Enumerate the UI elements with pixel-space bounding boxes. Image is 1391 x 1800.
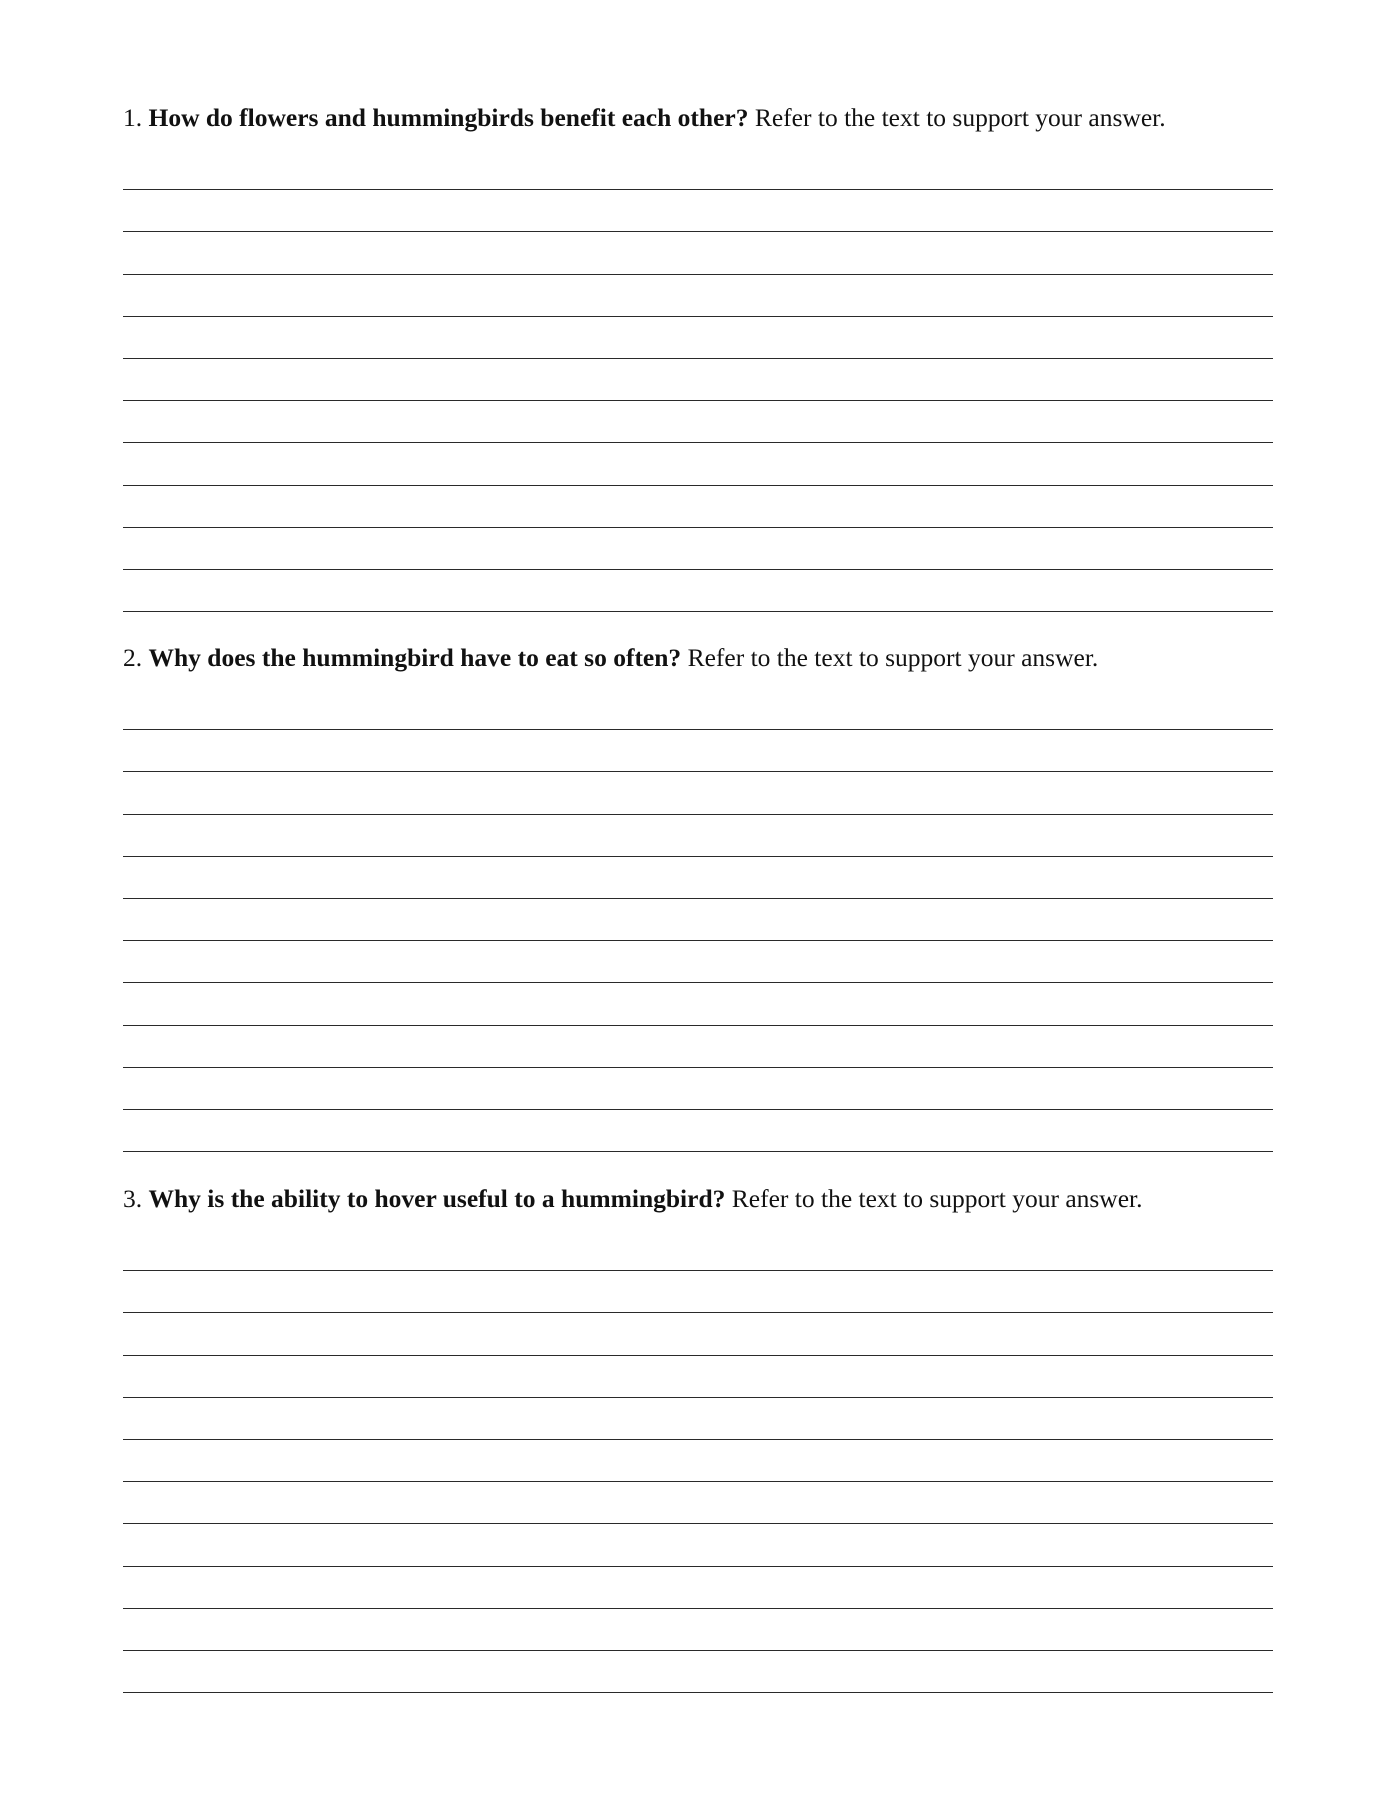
question-2-instruction: Refer to the text to support your answer. xyxy=(687,643,1099,672)
answer-line[interactable] xyxy=(123,275,1273,317)
answer-line[interactable] xyxy=(123,1609,1273,1651)
question-2-number: 2. xyxy=(123,643,143,672)
question-3-instruction: Refer to the text to support your answer. xyxy=(731,1184,1143,1213)
question-1 xyxy=(123,100,1273,612)
answer-line[interactable] xyxy=(123,983,1273,1025)
answer-line[interactable] xyxy=(123,528,1273,570)
question-3-text xyxy=(123,1181,1273,1217)
answer-line[interactable] xyxy=(123,815,1273,857)
answer-line[interactable] xyxy=(123,317,1273,359)
answer-line[interactable] xyxy=(123,486,1273,528)
question-1-answer-lines[interactable] xyxy=(123,148,1273,612)
answer-line[interactable] xyxy=(123,941,1273,983)
question-1-number: 1. xyxy=(123,103,143,132)
answer-line[interactable] xyxy=(123,359,1273,401)
question-3 xyxy=(123,1181,1273,1693)
answer-line[interactable] xyxy=(123,730,1273,772)
question-1-text xyxy=(123,100,1273,136)
answer-line[interactable] xyxy=(123,1567,1273,1609)
answer-line[interactable] xyxy=(123,1026,1273,1068)
answer-line[interactable] xyxy=(123,857,1273,899)
answer-line[interactable] xyxy=(123,401,1273,443)
answer-line[interactable] xyxy=(123,1313,1273,1355)
answer-line[interactable] xyxy=(123,1068,1273,1110)
answer-line[interactable] xyxy=(123,899,1273,941)
question-3-prompt: Why is the ability to hover useful to a hummingbird? xyxy=(148,1184,726,1213)
question-3-answer-lines[interactable] xyxy=(123,1229,1273,1693)
answer-line[interactable] xyxy=(123,190,1273,232)
question-2 xyxy=(123,640,1273,1152)
question-1-prompt: How do flowers and hummingbirds benefit each other? xyxy=(148,103,749,132)
answer-line[interactable] xyxy=(123,1482,1273,1524)
answer-line[interactable] xyxy=(123,772,1273,814)
answer-line[interactable] xyxy=(123,1440,1273,1482)
question-2-answer-lines[interactable] xyxy=(123,688,1273,1152)
question-3-number: 3. xyxy=(123,1184,143,1213)
answer-line[interactable] xyxy=(123,1356,1273,1398)
question-2-text xyxy=(123,640,1273,676)
question-1-instruction: Refer to the text to support your answer. xyxy=(754,103,1166,132)
answer-line[interactable] xyxy=(123,1229,1273,1271)
answer-line[interactable] xyxy=(123,1271,1273,1313)
answer-line[interactable] xyxy=(123,1524,1273,1566)
answer-line[interactable] xyxy=(123,1398,1273,1440)
answer-line[interactable] xyxy=(123,1110,1273,1152)
answer-line[interactable] xyxy=(123,570,1273,612)
answer-line[interactable] xyxy=(123,688,1273,730)
answer-line[interactable] xyxy=(123,148,1273,190)
answer-line[interactable] xyxy=(123,232,1273,274)
answer-line[interactable] xyxy=(123,443,1273,485)
answer-line[interactable] xyxy=(123,1651,1273,1693)
question-2-prompt: Why does the hummingbird have to eat so often? xyxy=(148,643,682,672)
